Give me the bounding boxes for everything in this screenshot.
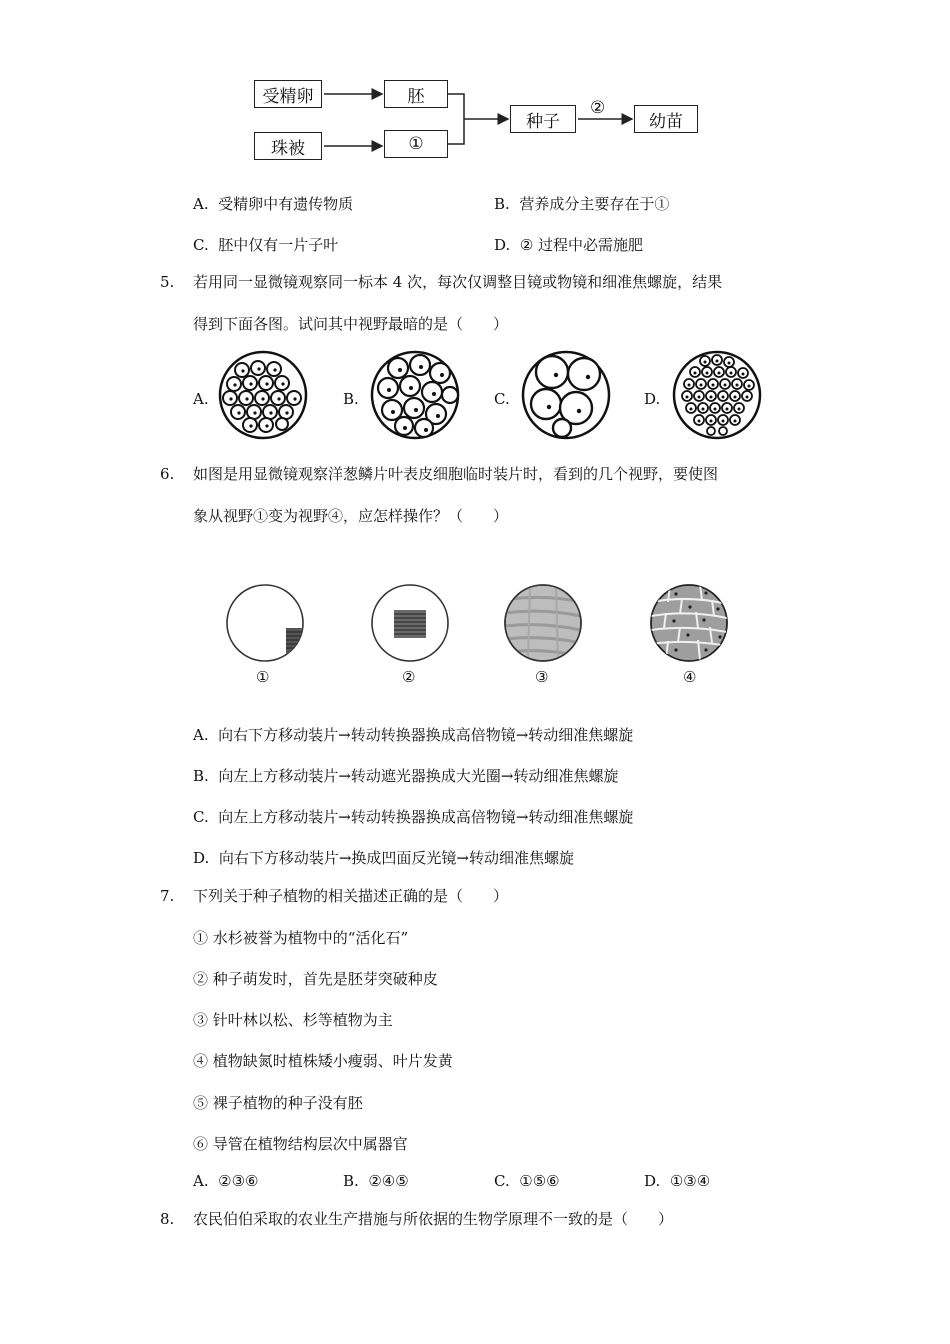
q5-microscope-views: [0, 340, 950, 450]
option-text: ②③⑥: [218, 1172, 259, 1190]
view-label-4: ④: [683, 668, 697, 686]
q7-number: 7.: [160, 887, 175, 905]
view-label-2: ②: [402, 668, 416, 686]
option-letter: A.: [193, 195, 209, 213]
q5-option-d-letter[interactable]: D.: [644, 390, 661, 408]
option-text: 营养成分主要存在于①: [519, 195, 670, 213]
view-2: [372, 585, 448, 661]
q7-statement-2: ② 种子萌发时，首先是胚芽突破种皮: [193, 970, 438, 988]
view-a: [220, 352, 306, 438]
option-text: ①③④: [669, 1172, 711, 1190]
box-seed: 种子: [510, 105, 576, 133]
view-1: [227, 585, 304, 661]
q7-option-a[interactable]: [193, 1170, 259, 1192]
box-fertilized-egg: 受精卵: [254, 80, 322, 108]
view-3: [505, 585, 581, 661]
q7-option-c[interactable]: [494, 1170, 560, 1192]
q7-option-b[interactable]: [343, 1170, 409, 1192]
option-text: 向左上方移动装片→转动遮光器换成大光圈→转动细准焦螺旋: [218, 767, 619, 785]
option-text: ①⑤⑥: [519, 1172, 560, 1190]
box-embryo: 胚: [384, 80, 448, 108]
view-b: [372, 352, 458, 438]
q7-statement-6: ⑥ 导管在植物结构层次中属器官: [193, 1135, 408, 1153]
option-letter: B.: [193, 767, 209, 785]
q4-option-a[interactable]: [193, 193, 353, 215]
arrow-label-marker2: ②: [590, 98, 606, 118]
q6-number: 6.: [160, 465, 175, 483]
option-letter: B.: [343, 1172, 359, 1190]
q8-stem: 农民伯伯采取的农业生产措施与所依据的生物学原理不一致的是（ ）: [193, 1210, 674, 1228]
option-letter: D.: [644, 1172, 661, 1190]
option-text: 胚中仅有一片子叶: [218, 236, 339, 254]
q5-option-a-letter[interactable]: A.: [193, 390, 209, 408]
option-text: 受精卵中有遗传物质: [218, 195, 354, 213]
q6-microscope-views: [0, 580, 950, 670]
box-integument: 珠被: [254, 132, 322, 160]
q6-option-c[interactable]: [193, 806, 633, 828]
q5-stem-line2: 得到下面各图。试问其中视野最暗的是（ ）: [193, 315, 509, 333]
option-text: ② 过程中必需施肥: [519, 236, 644, 254]
q5-option-c-letter[interactable]: C.: [494, 390, 510, 408]
view-label-3: ③: [535, 668, 549, 686]
option-letter: C.: [494, 1172, 510, 1190]
q7-statement-4: ④ 植物缺氮时植株矮小瘦弱、叶片发黄: [193, 1052, 453, 1070]
q7-stem: 下列关于种子植物的相关描述正确的是（ ）: [193, 887, 509, 905]
view-4: [651, 585, 727, 661]
q7-statement-1: ① 水杉被誉为植物中的“活化石”: [193, 929, 409, 947]
option-letter: B.: [494, 195, 510, 213]
q7-statement-3: ③ 针叶林以松、杉等植物为主: [193, 1011, 393, 1029]
q8-number: 8.: [160, 1210, 175, 1228]
q4-option-c[interactable]: [193, 234, 338, 256]
q4-option-d[interactable]: [494, 234, 643, 256]
q5-number: 5.: [160, 273, 175, 291]
q6-stem-line1: 如图是用显微镜观察洋葱鳞片叶表皮细胞临时装片时，看到的几个视野，要使图: [193, 465, 719, 483]
q7-option-d[interactable]: [644, 1170, 710, 1192]
option-letter: A.: [193, 1172, 209, 1190]
q5-option-b-letter[interactable]: B.: [343, 390, 359, 408]
box-marker1: ①: [384, 130, 448, 158]
option-text: 向右下方移动装片→转动转换器换成高倍物镜→转动细准焦螺旋: [218, 726, 634, 744]
view-label-1: ①: [256, 668, 270, 686]
option-text: 向左上方移动装片→转动转换器换成高倍物镜→转动细准焦螺旋: [218, 808, 634, 826]
option-letter: C.: [193, 808, 209, 826]
box-seedling: 幼苗: [634, 105, 698, 133]
view-d: [674, 352, 760, 438]
q4-option-b[interactable]: [494, 193, 669, 215]
option-letter: D.: [193, 849, 210, 867]
q7-statement-5: ⑤ 裸子植物的种子没有胚: [193, 1094, 363, 1112]
view-c: [523, 352, 609, 438]
option-letter: C.: [193, 236, 209, 254]
q6-stem-line2: 象从视野①变为视野④，应怎样操作？（ ）: [193, 507, 509, 525]
q6-option-d[interactable]: [193, 847, 574, 869]
q6-option-b[interactable]: [193, 765, 618, 787]
option-letter: A.: [193, 726, 209, 744]
q5-stem-line1: 若用同一显微镜观察同一标本 4 次，每次仅调整目镜或物镜和细准焦螺旋，结果: [193, 273, 723, 291]
option-letter: D.: [494, 236, 511, 254]
q6-option-a[interactable]: [193, 724, 633, 746]
option-text: ②④⑤: [368, 1172, 409, 1190]
option-text: 向右下方移动装片→换成凹面反光镜→转动细准焦螺旋: [218, 849, 574, 867]
flowchart-arrows: [0, 0, 950, 200]
